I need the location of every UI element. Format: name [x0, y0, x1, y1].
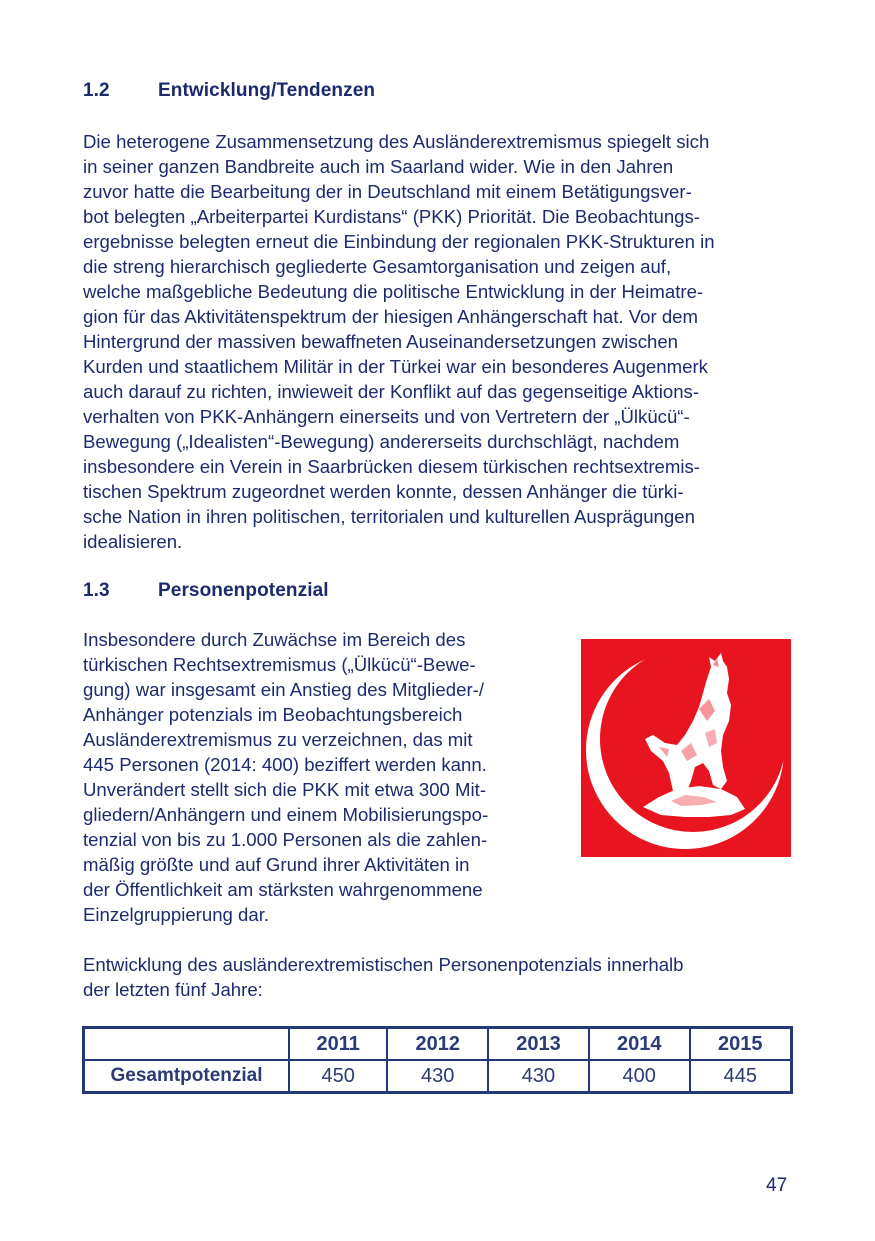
- text-line: Hintergrund der massiven bewaffneten Auseinandersetzungen zwischen: [83, 331, 679, 352]
- table-cell: 430: [387, 1060, 488, 1093]
- crescent-wolf-icon: [581, 639, 791, 857]
- row-label: Gesamtpotenzial: [84, 1060, 290, 1093]
- text-line: Ausländerextremismus zu verzeichnen, das mit: [83, 729, 473, 750]
- text-line: zuvor hatte die Bearbeitung der in Deutschland mit einem Betätigungsver-: [83, 181, 692, 202]
- text-line: Kurden und staatlichem Militär in der Türkei war ein besonderes Augenmerk: [83, 356, 708, 377]
- table-corner-cell: [84, 1028, 290, 1061]
- table-cell: 400: [589, 1060, 690, 1093]
- text-line: verhalten von PKK-Anhängern einerseits und von Vertretern der „Ülkücü“-: [83, 406, 690, 427]
- text-line: Bewegung („Idealisten“-Bewegung) andererseits durchschlägt, nachdem: [83, 431, 680, 452]
- text-line: die streng hierarchisch gegliederte Gesamtorganisation und zeigen auf,: [83, 256, 672, 277]
- personenpotenzial-table: [82, 1026, 793, 1094]
- text-line: Entwicklung des ausländerextremistischen Personenpotenzials innerhalb: [83, 954, 684, 975]
- table-intro: [83, 952, 793, 1002]
- paragraph-personenpotenzial: [83, 627, 563, 927]
- text-line: gion für das Aktivitätenspektrum der hiesigen Anhängerschaft hat. Vor dem: [83, 306, 698, 327]
- year-header: 2012: [387, 1028, 488, 1061]
- text-line: Unverändert stellt sich die PKK mit etwa 300 Mit-: [83, 779, 487, 800]
- text-line: Die heterogene Zusammensetzung des Ausländerextremismus spiegelt sich: [83, 131, 710, 152]
- section-number: 1.3: [83, 580, 110, 601]
- page-number: 47: [766, 1175, 788, 1196]
- text-line: auch darauf zu richten, inwieweit der Konflikt auf das gegenseitige Aktions-: [83, 381, 700, 402]
- paragraph-entwicklung: [83, 129, 793, 554]
- table-row: [84, 1060, 792, 1093]
- text-line: Insbesondere durch Zuwächse im Bereich des: [83, 629, 466, 650]
- text-line: türkischen Rechtsextremismus („Ülkücü“-Bewe-: [83, 654, 476, 675]
- text-line: insbesondere ein Verein in Saarbrücken diesem türkischen rechtsextremis-: [83, 456, 700, 477]
- text-line: tischen Spektrum zugeordnet werden konnte, dessen Anhänger die türki-: [83, 481, 684, 502]
- section-title: Personenpotenzial: [158, 580, 329, 601]
- text-line: tenzial von bis zu 1.000 Personen als die zahlen-: [83, 829, 488, 850]
- text-line: Einzelgruppierung dar.: [83, 904, 270, 925]
- text-line: sche Nation in ihren politischen, territorialen und kulturellen Ausprägungen: [83, 506, 695, 527]
- text-line: ergebnisse belegten erneut die Einbindung der regionalen PKK-Strukturen in: [83, 231, 715, 252]
- text-line: gung) war insgesamt ein Anstieg des Mitglieder-/: [83, 679, 484, 700]
- text-line: Anhänger potenzials im Beobachtungsbereich: [83, 704, 463, 725]
- text-line: der Öffentlichkeit am stärksten wahrgenommene: [83, 879, 483, 900]
- section-number: 1.2: [83, 80, 110, 101]
- text-line: in seiner ganzen Bandbreite auch im Saarland wider. Wie in den Jahren: [83, 156, 674, 177]
- table-header-row: [84, 1028, 792, 1061]
- section-heading-1-3: [83, 580, 329, 602]
- section-heading-1-2: [83, 80, 375, 102]
- text-line: welche maßgebliche Bedeutung die politische Entwicklung in der Heimatre-: [83, 281, 704, 302]
- text-line: idealisieren.: [83, 531, 183, 552]
- section-title: Entwicklung/Tendenzen: [158, 80, 376, 101]
- text-line: bot belegten „Arbeiterpartei Kurdistans“ (PKK) Priorität. Die Beobachtungs-: [83, 206, 700, 227]
- table-cell: 450: [289, 1060, 387, 1093]
- table-cell: 445: [690, 1060, 792, 1093]
- year-header: 2015: [690, 1028, 792, 1061]
- year-header: 2013: [488, 1028, 589, 1061]
- text-line: gliedern/Anhängern und einem Mobilisierungspo-: [83, 804, 489, 825]
- year-header: 2011: [289, 1028, 387, 1061]
- text-line: der letzten fünf Jahre:: [83, 979, 263, 1000]
- table-cell: 430: [488, 1060, 589, 1093]
- text-line: 445 Personen (2014: 400) beziffert werden kann.: [83, 754, 487, 775]
- text-line: mäßig größte und auf Grund ihrer Aktivitäten in: [83, 854, 470, 875]
- year-header: 2014: [589, 1028, 690, 1061]
